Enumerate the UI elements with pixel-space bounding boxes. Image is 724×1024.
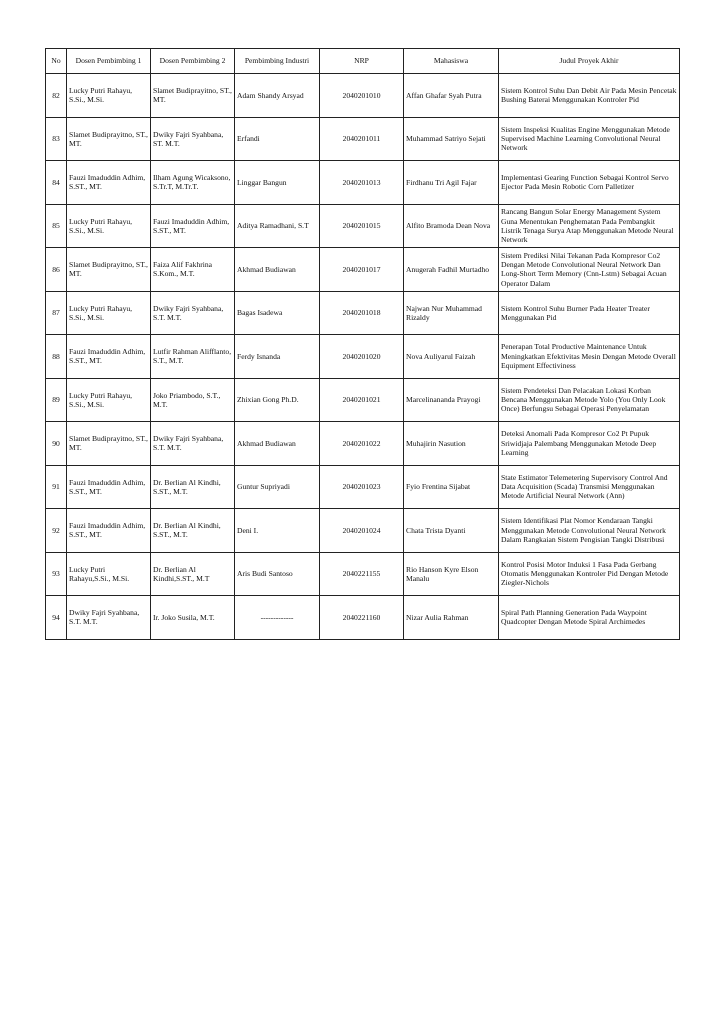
- table-row: [46, 422, 680, 466]
- table-row: [46, 161, 680, 205]
- cell-nrp: 2040221160: [320, 596, 404, 640]
- cell-no: 83: [46, 117, 67, 161]
- cell-mahasiswa: Firdhanu Tri Agil Fajar: [404, 161, 499, 205]
- cell-nrp: 2040201024: [320, 509, 404, 553]
- cell-nrp: 2040201021: [320, 378, 404, 422]
- cell-judul: Penerapan Total Productive Maintenance Untuk Meningkatkan Efektivitas Mesin Dengan Metode Overall Equipment Effectiviness: [499, 335, 680, 379]
- cell-mahasiswa: Najwan Nur Muhammad Rizaldy: [404, 291, 499, 335]
- cell-dosen2: Dr. Berlian Al Kindhi, S.ST., M.T.: [151, 465, 235, 509]
- cell-nrp: 2040201010: [320, 74, 404, 118]
- table-header-row: [46, 49, 680, 74]
- cell-dosen2: Dr. Berlian Al Kindhi, S.ST., M.T.: [151, 509, 235, 553]
- cell-dosen2: Dwiky Fajri Syahbana, ST. M.T.: [151, 117, 235, 161]
- cell-mahasiswa: Fyio Frentina Sijabat: [404, 465, 499, 509]
- cell-no: 88: [46, 335, 67, 379]
- cell-industri: Ferdy Isnanda: [235, 335, 320, 379]
- cell-judul: Implementasi Gearing Function Sebagai Kontrol Servo Ejector Pada Mesin Robotic Corn Palletizer: [499, 161, 680, 205]
- cell-no: 92: [46, 509, 67, 553]
- cell-nrp: 2040201022: [320, 422, 404, 466]
- header-no: No: [46, 49, 67, 74]
- cell-mahasiswa: Chata Trista Dyanti: [404, 509, 499, 553]
- header-mahasiswa: Mahasiswa: [404, 49, 499, 74]
- cell-dosen1: Dwiky Fajri Syahbana, S.T. M.T.: [67, 596, 151, 640]
- cell-no: 93: [46, 552, 67, 596]
- header-judul: Judul Proyek Akhir: [499, 49, 680, 74]
- cell-dosen1: Lucky Putri Rahayu,S.Si., M.Si.: [67, 552, 151, 596]
- cell-industri: Bagas Isadewa: [235, 291, 320, 335]
- cell-mahasiswa: Alfito Bramoda Dean Nova: [404, 204, 499, 248]
- cell-judul: Sistem Inspeksi Kualitas Engine Menggunakan Metode Supervised Machine Learning Convolutional Neural Network: [499, 117, 680, 161]
- cell-dosen1: Fauzi Imaduddin Adhim, S.ST., MT.: [67, 509, 151, 553]
- table-row: [46, 552, 680, 596]
- cell-nrp: 2040201023: [320, 465, 404, 509]
- cell-dosen1: Lucky Putri Rahayu, S.Si., M.Si.: [67, 204, 151, 248]
- cell-industri: Adam Shandy Arsyad: [235, 74, 320, 118]
- table-row: [46, 248, 680, 292]
- cell-mahasiswa: Nizar Aulia Rahman: [404, 596, 499, 640]
- cell-no: 89: [46, 378, 67, 422]
- header-dosen1: Dosen Pembimbing 1: [67, 49, 151, 74]
- cell-dosen1: Slamet Budiprayitno, ST., MT.: [67, 248, 151, 292]
- cell-judul: State Estimator Telemetering Supervisory Control And Data Acquisition (Scada) Transmisi Menggunakan Metode Artificial Neural Network (Ann): [499, 465, 680, 509]
- table-row: [46, 596, 680, 640]
- cell-nrp: 2040201018: [320, 291, 404, 335]
- header-dosen2: Dosen Pembimbing 2: [151, 49, 235, 74]
- cell-dosen2: Fauzi Imaduddin Adhim, S.ST., MT.: [151, 204, 235, 248]
- cell-industri: -------------: [235, 596, 320, 640]
- cell-nrp: 2040221155: [320, 552, 404, 596]
- cell-nrp: 2040201015: [320, 204, 404, 248]
- cell-industri: Linggar Bangun: [235, 161, 320, 205]
- cell-mahasiswa: Anugerah Fadhil Murtadho: [404, 248, 499, 292]
- cell-mahasiswa: Nova Auliyarul Faizah: [404, 335, 499, 379]
- cell-dosen2: Dr. Berlian Al Kindhi,S.ST., M.T: [151, 552, 235, 596]
- document-page: [45, 48, 679, 640]
- cell-dosen1: Slamet Budiprayitno, ST., MT.: [67, 117, 151, 161]
- cell-industri: Guntur Supriyadi: [235, 465, 320, 509]
- cell-dosen1: Fauzi Imaduddin Adhim, S.ST., MT.: [67, 161, 151, 205]
- table-row: [46, 204, 680, 248]
- header-industri: Pembimbing Industri: [235, 49, 320, 74]
- cell-no: 94: [46, 596, 67, 640]
- cell-dosen1: Lucky Putri Rahayu, S.Si., M.Si.: [67, 378, 151, 422]
- cell-nrp: 2040201011: [320, 117, 404, 161]
- table-row: [46, 378, 680, 422]
- cell-mahasiswa: Rio Hanson Kyre Elson Manalu: [404, 552, 499, 596]
- cell-no: 91: [46, 465, 67, 509]
- cell-dosen1: Lucky Putri Rahayu, S.Si., M.Si.: [67, 291, 151, 335]
- cell-industri: Zhixian Gong Ph.D.: [235, 378, 320, 422]
- cell-dosen1: Fauzi Imaduddin Adhim, S.ST., MT.: [67, 465, 151, 509]
- cell-judul: Sistem Prediksi Nilai Tekanan Pada Kompresor Co2 Dengan Metode Convolutional Neural Network Dan Long-Short Term Memory (Cnn-Lstm) Sebagai Acuan Operator Dalam: [499, 248, 680, 292]
- cell-judul: Spiral Path Planning Generation Pada Waypoint Quadcopter Dengan Metode Spiral Archimedes: [499, 596, 680, 640]
- table-row: [46, 117, 680, 161]
- cell-judul: Sistem Kontrol Suhu Burner Pada Heater Treater Menggunakan Pid: [499, 291, 680, 335]
- cell-no: 85: [46, 204, 67, 248]
- table-row: [46, 335, 680, 379]
- table-row: [46, 465, 680, 509]
- cell-mahasiswa: Marcelinananda Prayogi: [404, 378, 499, 422]
- cell-industri: Erfandi: [235, 117, 320, 161]
- cell-dosen2: Joko Priambodo, S.T., M.T.: [151, 378, 235, 422]
- cell-judul: Deteksi Anomali Pada Kompresor Co2 Pt Pupuk Sriwidjaja Palembang Menggunakan Metode Deep Learning: [499, 422, 680, 466]
- cell-mahasiswa: Muhajirin Nasution: [404, 422, 499, 466]
- cell-no: 86: [46, 248, 67, 292]
- cell-no: 87: [46, 291, 67, 335]
- cell-dosen1: Slamet Budiprayitno, ST., MT.: [67, 422, 151, 466]
- cell-nrp: 2040201013: [320, 161, 404, 205]
- cell-industri: Akhmad Budiawan: [235, 248, 320, 292]
- table-body: [46, 74, 680, 640]
- cell-judul: Rancang Bangun Solar Energy Management System Guna Menentukan Penghematan Pada Pembangkit Listrik Tenaga Surya Atap Menggunakan Metode Neural Network: [499, 204, 680, 248]
- cell-dosen1: Fauzi Imaduddin Adhim, S.ST., MT.: [67, 335, 151, 379]
- cell-judul: Sistem Pendeteksi Dan Pelacakan Lokasi Korban Bencana Menggunakan Metode Yolo (You Only Look Once) Berfungsu Sebagai Operasi Penyelamatan: [499, 378, 680, 422]
- cell-dosen2: Dwiky Fajri Syahbana, S.T. M.T.: [151, 291, 235, 335]
- cell-no: 82: [46, 74, 67, 118]
- cell-dosen1: Lucky Putri Rahayu, S.Si., M.Si.: [67, 74, 151, 118]
- cell-no: 84: [46, 161, 67, 205]
- cell-industri: Aditya Ramadhani, S.T: [235, 204, 320, 248]
- table-row: [46, 74, 680, 118]
- cell-industri: Aris Budi Santoso: [235, 552, 320, 596]
- cell-mahasiswa: Muhammad Satriyo Sejati: [404, 117, 499, 161]
- header-nrp: NRP: [320, 49, 404, 74]
- table-row: [46, 291, 680, 335]
- table-row: [46, 509, 680, 553]
- cell-industri: Deni I.: [235, 509, 320, 553]
- cell-dosen2: Slamet Budiprayitno, ST., MT.: [151, 74, 235, 118]
- cell-industri: Akhmad Budiawan: [235, 422, 320, 466]
- cell-judul: Kontrol Posisi Motor Induksi 1 Fasa Pada Gerbang Otomatis Menggunakan Kontroler Pid Dengan Metode Ziegler-Nichols: [499, 552, 680, 596]
- cell-no: 90: [46, 422, 67, 466]
- cell-dosen2: Faiza Alif Fakhrina S.Kom., M.T.: [151, 248, 235, 292]
- cell-nrp: 2040201020: [320, 335, 404, 379]
- cell-mahasiswa: Affan Ghafar Syah Putra: [404, 74, 499, 118]
- cell-judul: Sistem Identifikasi Plat Nomor Kendaraan Tangki Menggunakan Metode Convolutional Neural Network Dalam Rangkaian Sistem Pengisian Tangki Distribusi: [499, 509, 680, 553]
- final-project-table: [45, 48, 680, 640]
- cell-dosen2: Ilham Agung Wicaksono, S.Tr.T, M.Tr.T.: [151, 161, 235, 205]
- cell-dosen2: Dwiky Fajri Syahbana, S.T. M.T.: [151, 422, 235, 466]
- cell-dosen2: Ir. Joko Susila, M.T.: [151, 596, 235, 640]
- cell-dosen2: Lutfir Rahman Alifflanto, S.T., M.T.: [151, 335, 235, 379]
- cell-judul: Sistem Kontrol Suhu Dan Debit Air Pada Mesin Pencetak Bushing Baterai Menggunakan Kontroler Pid: [499, 74, 680, 118]
- cell-nrp: 2040201017: [320, 248, 404, 292]
